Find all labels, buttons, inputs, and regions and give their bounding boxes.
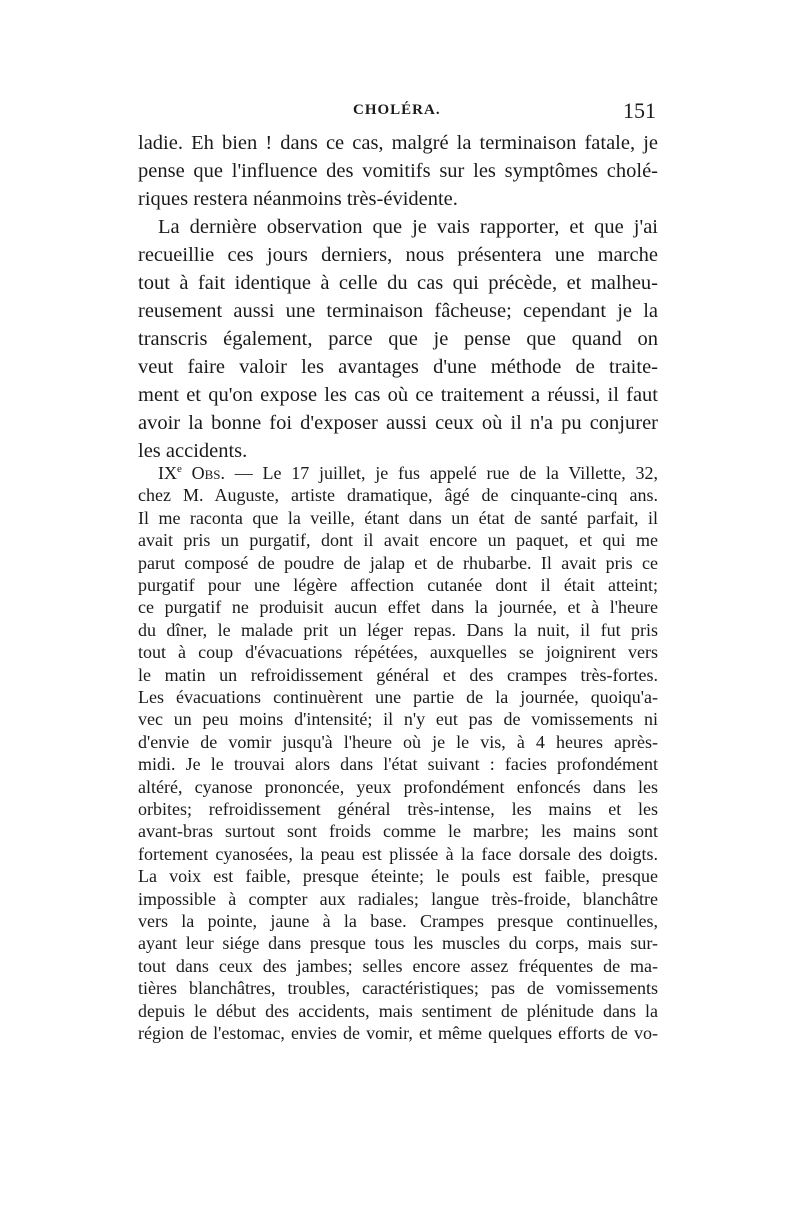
text-line: le matin un refroidissement général et des crampes très-fortes. xyxy=(138,664,658,685)
text-line: transcris également, parce que je pense que quand on xyxy=(138,328,658,350)
text-line: d'envie de vomir jusqu'à l'heure où je le vis, à 4 heures après- xyxy=(138,731,658,752)
text-line: Il me raconta que la veille, étant dans un état de santé parfait, il xyxy=(138,507,658,528)
text-line: parut composé de poudre de jalap et de rhubarbe. Il avait pris ce xyxy=(138,552,658,573)
observation-number: IX xyxy=(158,463,177,483)
text-line: ayant leur siége dans presque tous les muscles du corps, mais sur- xyxy=(138,933,658,954)
text-line: vec un peu moins d'intensité; il n'y eut pas de vomissements ni xyxy=(138,709,658,730)
text-line: ladie. Eh bien ! dans ce cas, malgré la terminaison fatale, je xyxy=(138,132,658,154)
text-line: orbites; refroidissement général très-intense, les mains et les xyxy=(138,799,658,819)
text-line: depuis le début des accidents, mais sentiment de plénitude dans la xyxy=(138,1000,658,1021)
text-line: région de l'estomac, envies de vomir, et même quelques efforts de vo- xyxy=(138,1023,658,1043)
text-line: ce purgatif ne produisit aucun effet dans la journée, et à l'heure xyxy=(138,597,658,618)
text-line: vers la pointe, jaune à la base. Crampes presque continuelles, xyxy=(138,911,658,931)
text-line: avait pris un purgatif, dont il avait encore un paquet, et qui me xyxy=(138,530,658,551)
text-line: Les évacuations continuèrent une partie de la journée, quoiqu'a- xyxy=(138,687,658,707)
text-line: reusement aussi une terminaison fâcheuse; cependant je la xyxy=(138,300,658,322)
text-line: altéré, cyanose prononcée, yeux profondément enfoncés dans les xyxy=(138,776,658,797)
text-line: impossible à compter aux radiales; langue très-froide, blanchâtre xyxy=(138,888,658,909)
text-line: tières blanchâtres, troubles, caractéristiques; pas de vomissements xyxy=(138,978,658,999)
page-number: 151 xyxy=(623,98,656,123)
text-line: tout à fait identique à celle du cas qui précède, et malheu- xyxy=(138,272,658,294)
text-line: tout dans ceux des jambes; selles encore assez fréquentes de ma- xyxy=(138,955,658,976)
text-line: recueillie ces jours derniers, nous présentera une marche xyxy=(138,244,658,266)
text-line: avant-bras surtout sont froids comme le marbre; les mains sont xyxy=(138,821,658,842)
observation-heading-line xyxy=(138,462,658,484)
text-line: ment et qu'on expose les cas où ce traitement a réussi, il faut xyxy=(138,384,658,406)
text-line: veut faire valoir les avantages d'une méthode de traite- xyxy=(138,356,658,378)
text-line: La dernière observation que je vais rapporter, et que j'ai xyxy=(158,216,658,238)
text-line: midi. Je le trouvai alors dans l'état suivant : facies profondément xyxy=(138,754,658,775)
text-line: les accidents. xyxy=(138,440,248,462)
observation-first-line-text: — Le 17 juillet, je fus appelé rue de la Villette, 32, xyxy=(225,463,658,483)
running-title: CHOLÉRA. xyxy=(353,102,441,118)
text-line: avoir la bonne foi d'exposer aussi ceux où il n'a pu conjurer xyxy=(138,412,658,434)
page-header xyxy=(138,98,658,128)
text-line: riques restera néanmoins très-évidente. xyxy=(138,188,458,210)
text-line: fortement cyanosées, la peau est plissée à la face dorsale des doigts. xyxy=(138,843,658,864)
text-line: tout à coup d'évacuations répétées, auxquelles se joignirent vers xyxy=(138,642,658,663)
text-line: chez M. Auguste, artiste dramatique, âgé de cinquante-cinq ans. xyxy=(138,485,658,506)
text-line: La voix est faible, presque éteinte; le pouls est faible, presque xyxy=(138,866,658,887)
observation-number-suffix: e xyxy=(177,463,182,475)
text-line: du dîner, le malade prit un léger repas. Dans la nuit, il fut pris xyxy=(138,619,658,640)
text-line: pense que l'influence des vomitifs sur les symptômes cholé- xyxy=(138,160,658,182)
text-line: purgatif pour une légère affection cutanée dont il était atteint; xyxy=(138,575,658,595)
observation-label: Obs. xyxy=(181,463,226,483)
